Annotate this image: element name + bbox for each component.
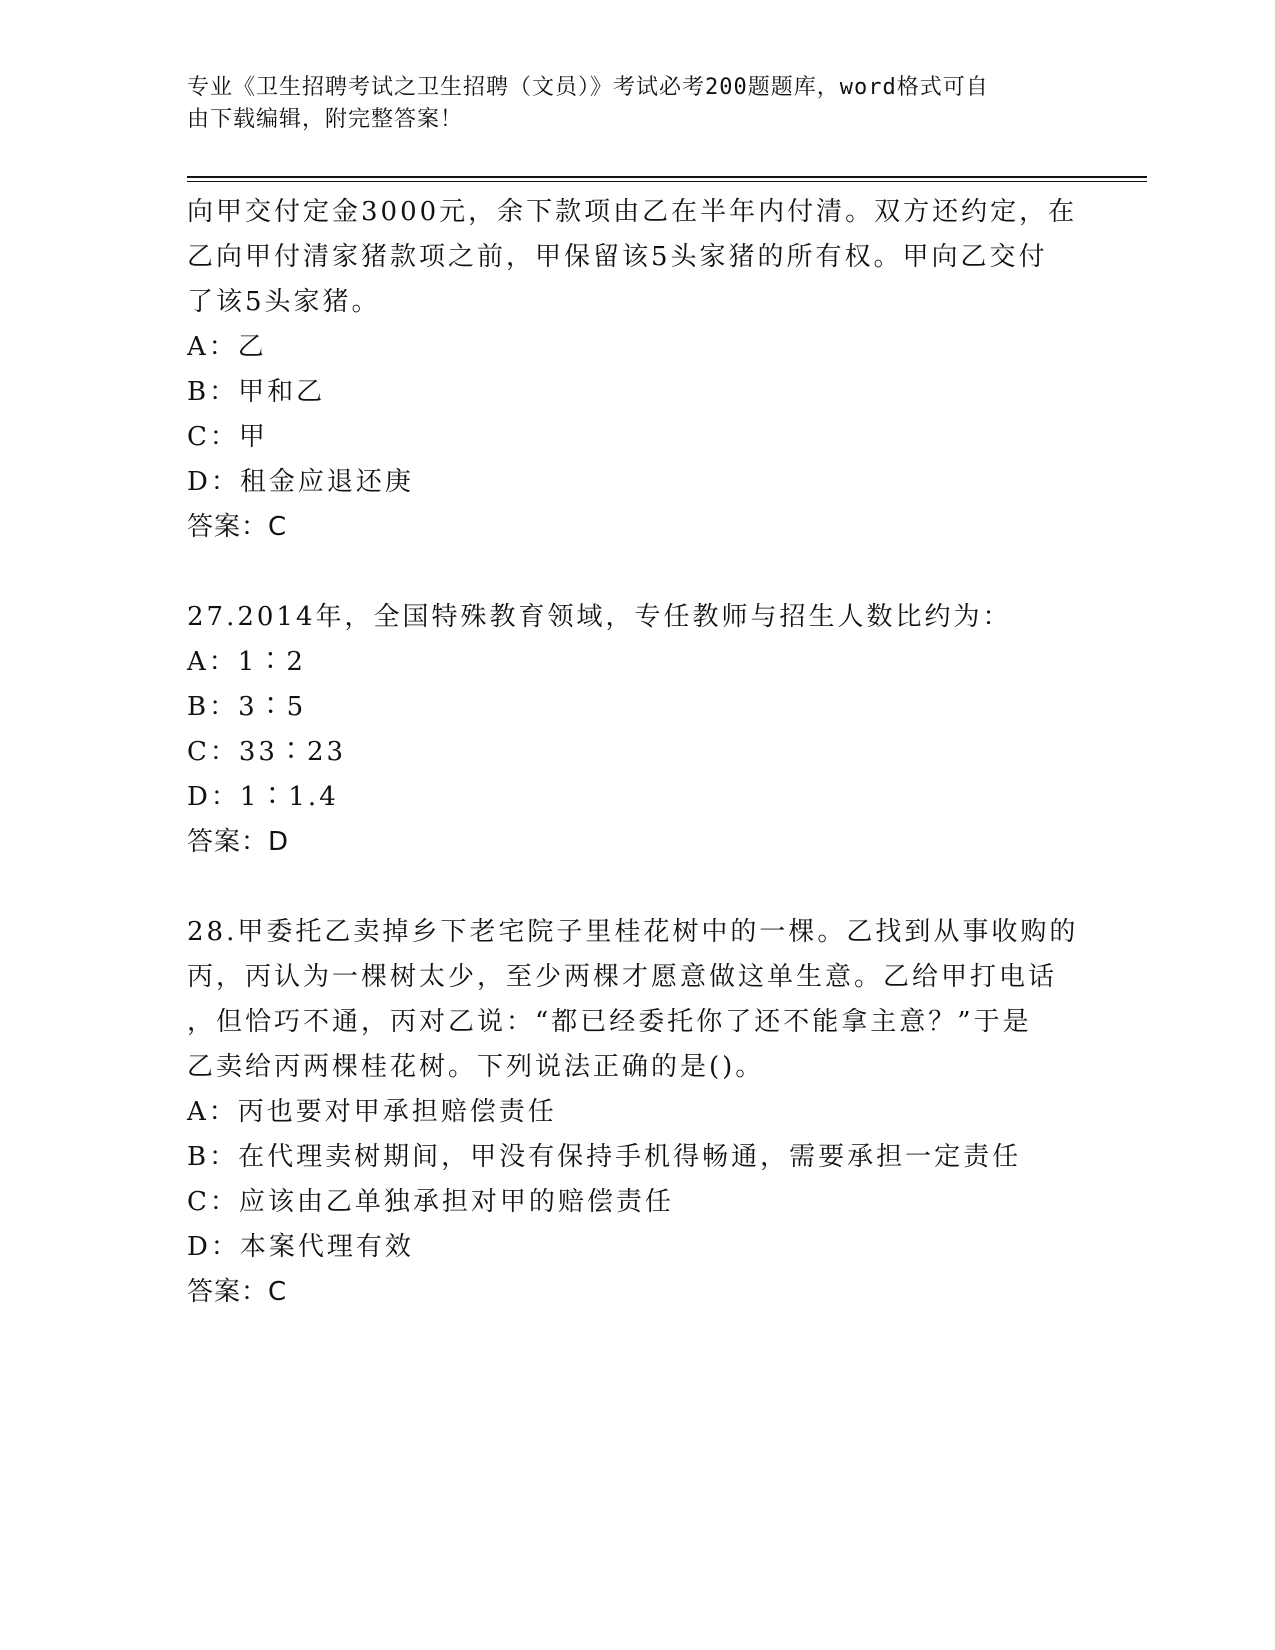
- option-b: B：甲和乙: [187, 377, 326, 407]
- option-a: A：丙也要对甲承担赔偿责任: [187, 1097, 557, 1127]
- option-a: A：1∶2: [187, 647, 306, 677]
- answer-line: 答案：D: [187, 827, 290, 857]
- option-a: A：乙: [187, 332, 267, 362]
- question-stem-line: 向甲交付定金3000元，余下款项由乙在半年内付清。双方还约定，在: [187, 197, 1078, 227]
- question-27: [187, 595, 1087, 865]
- option-d: D：租金应退还庚: [187, 467, 414, 497]
- option-c: C：33∶23: [187, 737, 347, 767]
- option-d: D：1∶1.4: [187, 782, 339, 812]
- question-26: [187, 190, 1087, 550]
- question-stem-line: 28.甲委托乙卖掉乡下老宅院子里桂花树中的一棵。乙找到从事收购的: [187, 917, 1079, 947]
- question-stem-line: 丙，丙认为一棵树太少，至少两棵才愿意做这单生意。乙给甲打电话: [187, 962, 1058, 992]
- question-stem-line: ，但恰巧不通，丙对乙说：“都已经委托你了还不能拿主意？”于是: [187, 1007, 1032, 1037]
- header-line-2: 由下载编辑，附完整答案！: [187, 107, 464, 132]
- question-stem-line: 乙向甲付清家猪款项之前，甲保留该5头家猪的所有权。甲向乙交付: [187, 242, 1048, 272]
- question-stem-line: 了该5头家猪。: [187, 287, 381, 317]
- document-body: [187, 190, 1087, 1315]
- option-b: B：在代理卖树期间，甲没有保持手机得畅通，需要承担一定责任: [187, 1142, 1022, 1172]
- option-b: B：3∶5: [187, 692, 307, 722]
- header-line-1: 专业《卫生招聘考试之卫生招聘（文员）》考试必考200题题库，word格式可自: [187, 75, 989, 100]
- question-28: [187, 910, 1087, 1315]
- question-stem-line: 乙卖给丙两棵桂花树。下列说法正确的是()。: [187, 1052, 765, 1082]
- question-stem-line: 27.2014年，全国特殊教育领域，专任教师与招生人数比约为：: [187, 602, 1012, 632]
- option-d: D：本案代理有效: [187, 1232, 414, 1262]
- option-c: C：甲: [187, 422, 268, 452]
- header-divider-thin: [187, 181, 1147, 182]
- answer-line: 答案：C: [187, 1277, 288, 1307]
- document-header: [187, 72, 1067, 136]
- header-divider-thick: [187, 176, 1147, 178]
- question-spacer: [187, 865, 1087, 910]
- option-c: C：应该由乙单独承担对甲的赔偿责任: [187, 1187, 674, 1217]
- question-spacer: [187, 550, 1087, 595]
- answer-line: 答案：C: [187, 512, 288, 542]
